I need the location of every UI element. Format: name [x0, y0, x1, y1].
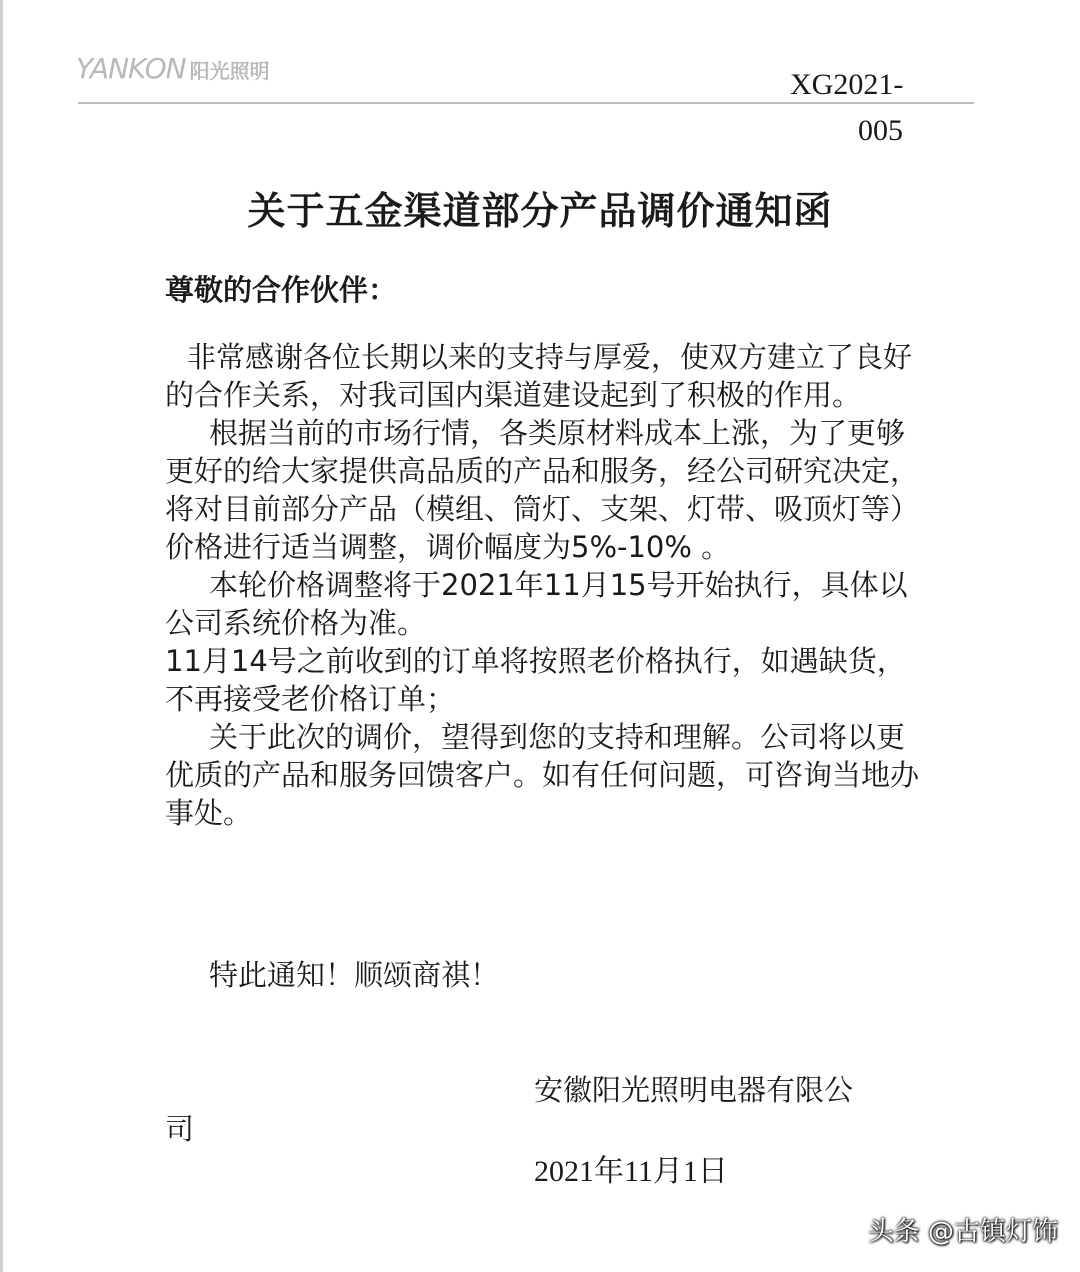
logo-text-en: YANKON [76, 52, 186, 85]
paragraph-reason: 根据当前的市场行情，各类原材料成本上涨，为了更够更好的给大家提供高品质的产品和服务，经公司研究决定，将对目前部分产品（模组、筒灯、支架、灯带、吸顶灯等）价格进行适当调整，调价幅度为5%-10% 。 [165, 416, 920, 564]
signature-date: 2021年11月1日 [534, 1155, 728, 1188]
document-number-line2: 005 [858, 114, 903, 147]
closing-remark: 特此通知！顺颂商祺！ [209, 958, 500, 992]
document-title: 关于五金渠道部分产品调价通知函 [247, 189, 833, 233]
header-divider [78, 102, 974, 104]
signature-company-line2: 司 [165, 1112, 195, 1146]
salutation: 尊敬的合作伙伴： [165, 273, 398, 307]
letter-body [165, 338, 925, 832]
paragraph-thanks: 非常感谢各位长期以来的支持与厚爱，使双方建立了良好的合作关系，对我司国内渠道建设起到了积极的作用。 [165, 340, 913, 412]
logo-text-zh: 阳光照明 [189, 59, 270, 83]
paragraph-effective-date: 本轮价格调整将于2021年11月15号开始执行，具体以公司系统价格为准。 [165, 568, 908, 640]
document-number-line1: XG2021- [790, 68, 904, 101]
paragraph-old-orders: 11月14号之前收到的订单将按照老价格执行，如遇缺货，不再接受老价格订单； [165, 644, 906, 716]
paragraph-support: 关于此次的调价，望得到您的支持和理解。公司将以更优质的产品和服务回馈客户。如有任何问题，可咨询当地办事处。 [165, 720, 920, 830]
signature-company-line1: 安徽阳光照明电器有限公 [534, 1073, 854, 1107]
watermark: 头条 @古镇灯饰 [867, 1217, 1058, 1247]
document-number [790, 62, 940, 154]
company-logo [76, 52, 270, 85]
